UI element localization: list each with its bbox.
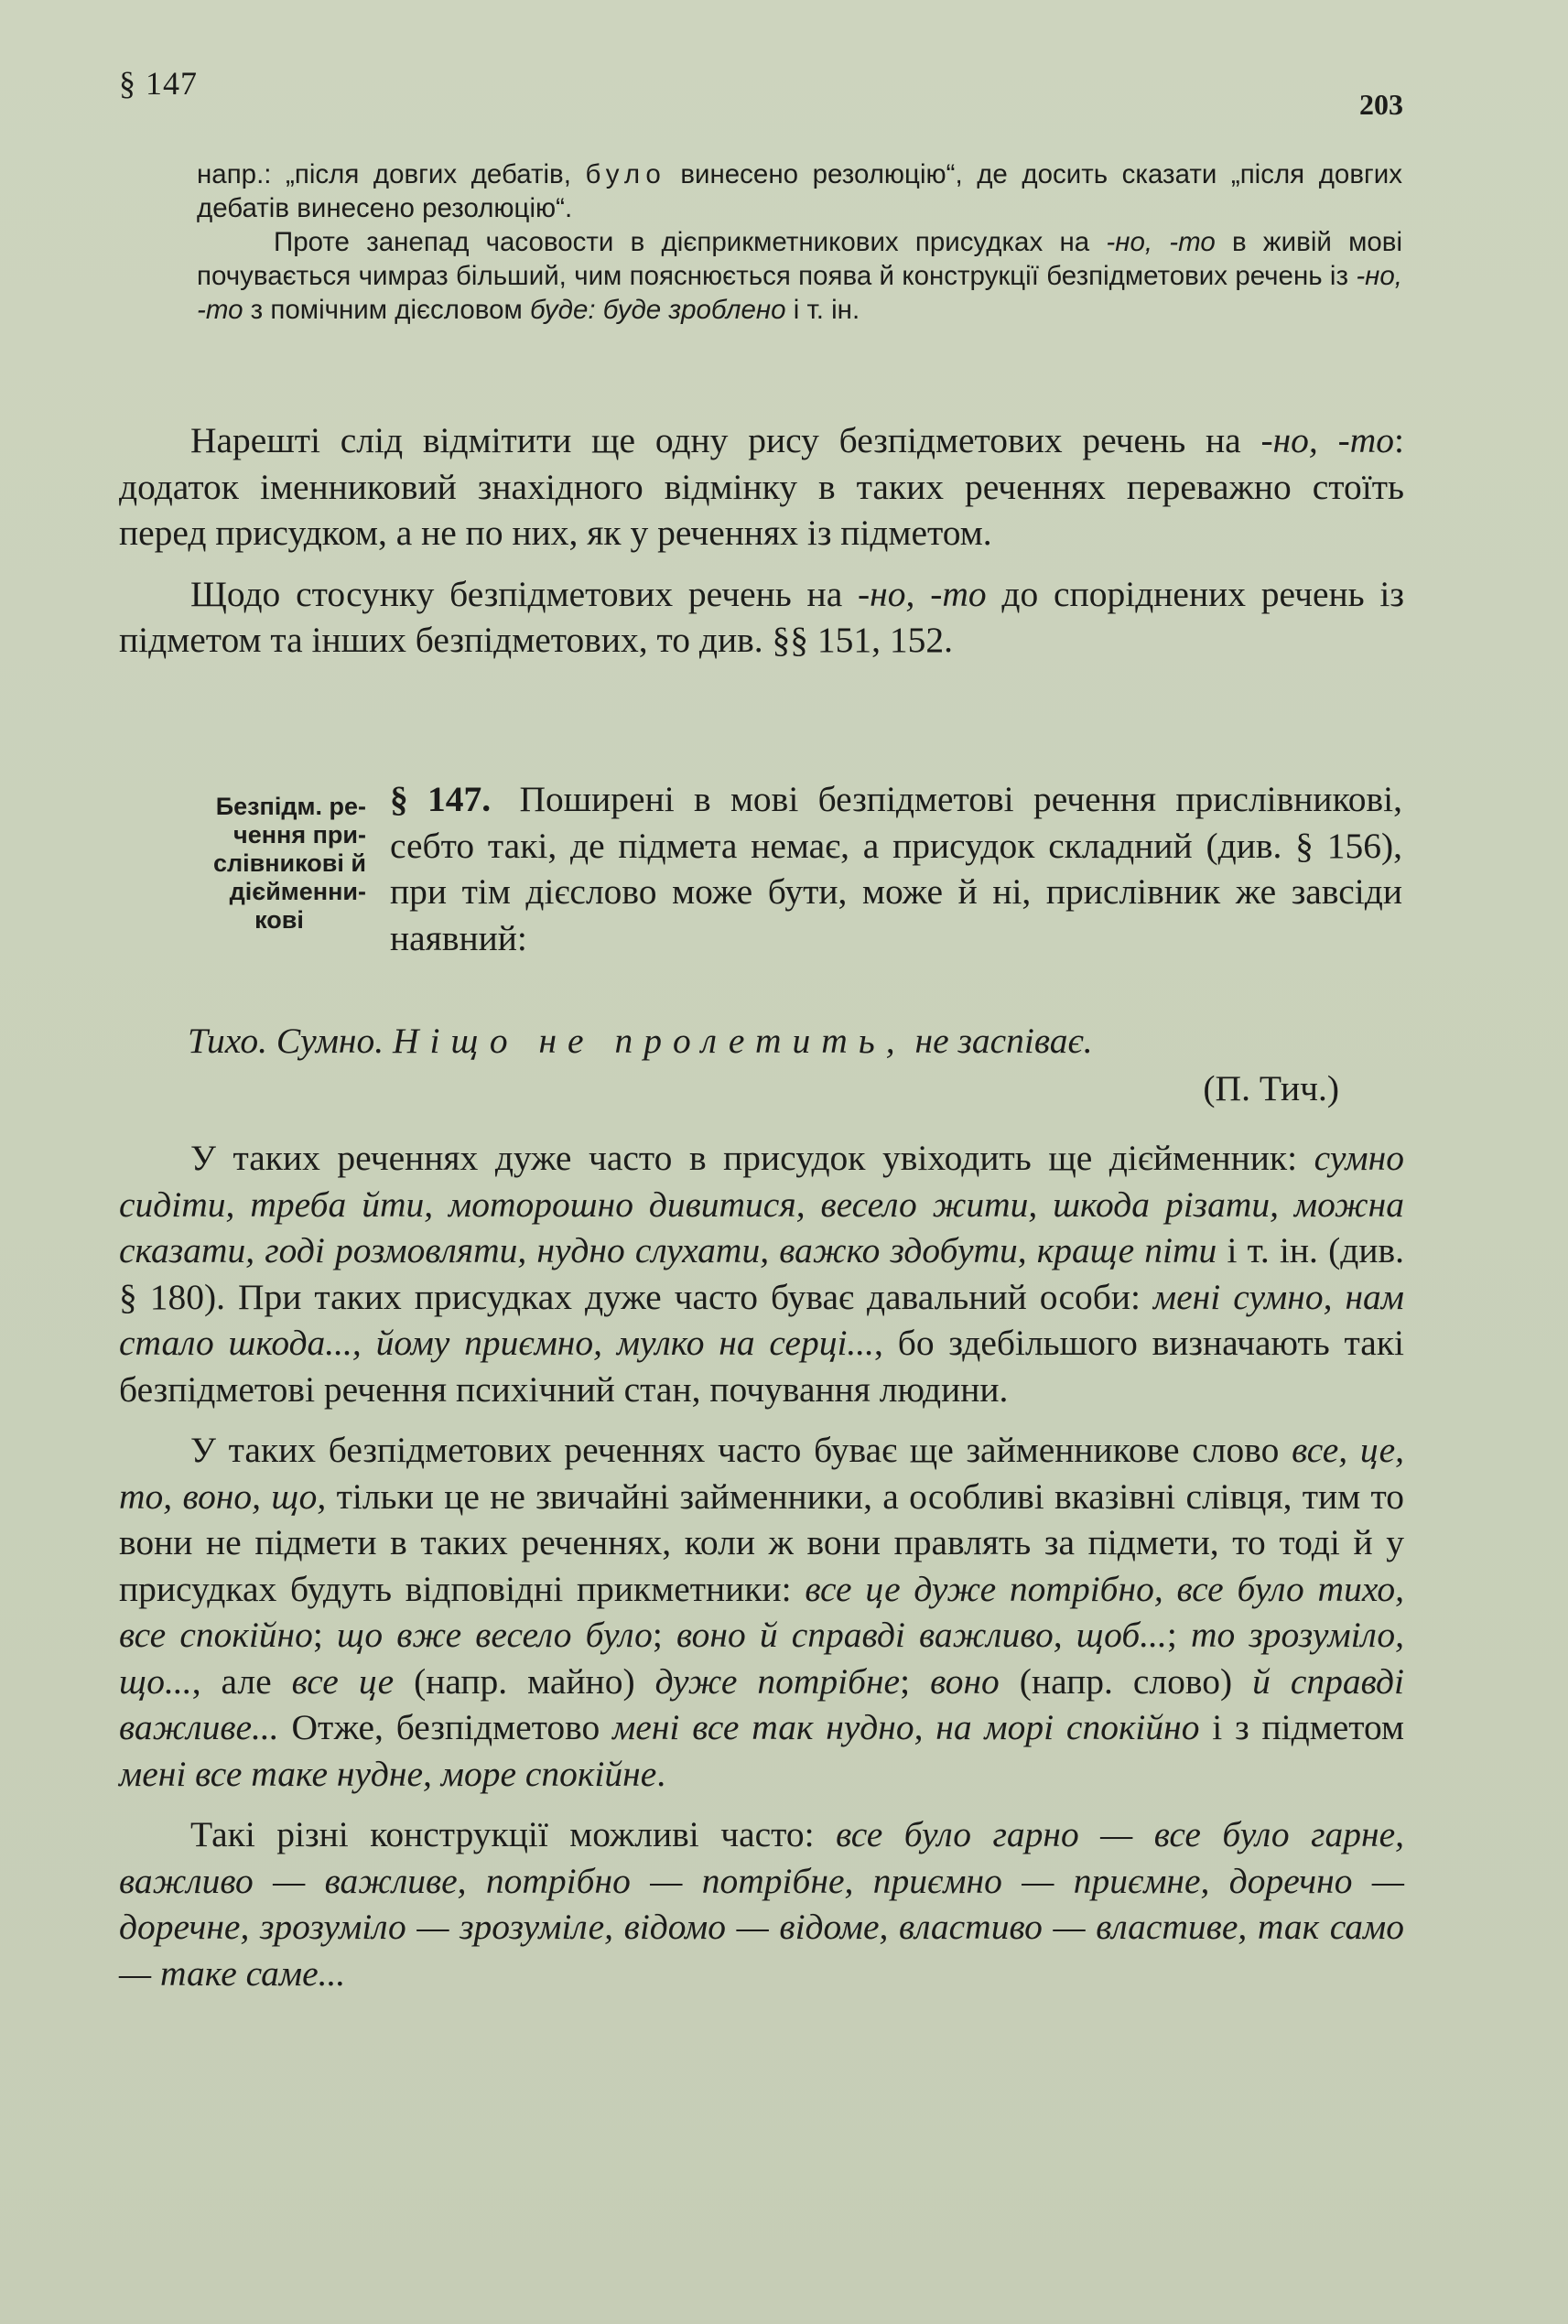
paragraph-constructions: Такі різні конструкції можливі часто: все було гарно — все було гарне, важливо — важливе, потрібно — потрібне, приємно — приємне, доречно — доречне, зрозуміло — зрозуміле, відомо — відоме, властиво — властиве, так само — таке саме...: [119, 1814, 1404, 1994]
paragraph-infinitive: У таких реченнях дуже часто в присудок увіходить ще дієйменник: сумно сидіти, треба йти, моторошно дивитися, весело жити, шкода різати, можна сказати, годі розмовляти, нудно слухати, важко здобути, краще піти і т. ін. (див. § 180). При таких присудках дуже часто буває давальний особи: мені сумно, нам стало шкода..., йому приємно, мулко на серці..., бо здебільшого визначають такі безпідметові речення психічний стан, почування людини.: [119, 1138, 1404, 1410]
margin-note: [137, 793, 366, 935]
text-block-upper: [119, 417, 1404, 678]
running-head-section: § 147: [119, 65, 198, 102]
margin-note-line: дієйменни-: [229, 878, 366, 905]
margin-note-line: Безпідм. ре-: [215, 793, 366, 820]
quote-source: (П. Тич.): [1203, 1068, 1339, 1108]
margin-note-line: чення при-: [233, 821, 366, 849]
page-number: 203: [1359, 88, 1403, 121]
example-quote: Тихо. Сумно. Ніщо не пролетить, не заспіває.: [188, 1021, 1093, 1061]
small-print-paragraph-2: Проте занепад часовости в дієприкметникових присудках на -но, -то в живій мові почувається чимраз більший, чим пояснюється поява й конструкції безпідметових речень із -но, -то з помічним дієсловом буде: буде зроблено і т. ін.: [197, 227, 1402, 325]
paragraph-pronoun: У таких безпідметових реченнях часто буває ще займенникове слово все, це, то, воно, що, тільки це не звичайні займенники, а особливі вказівні слівця, тим то вони не підмети в таких реченнях, коли ж вони правлять за підмети, то тоді й у присудках будуть відповідні прикметники: все це дуже потрібно, все було тихо, все спокійно; що вже весело було; воно й справді важливо, щоб...; то зрозуміло, що..., але все це (напр. майно) дуже потрібне; воно (напр. слово) й справді важливе... Отже, безпідметово мені все так нудно, на морі спокійно і з підметом мені все таке нудне, море спокійне.: [119, 1430, 1405, 1794]
section-number: § 147.: [390, 779, 492, 819]
margin-note-line: слівникові й: [212, 849, 366, 877]
section-text: Поширені в мові безпідметові речення прислівникові, себто такі, де підмета немає, а присудок складний (див. § 156), при тім дієслово може бути, може й ні, прислівник же завсіди наявний:: [390, 779, 1402, 958]
paragraph-relation: Щодо стосунку безпідметових речень на -но, -то до споріднених речень із підметом та інших безпідметових, то див. §§ 151, 152.: [119, 573, 1404, 660]
paragraph-finally: Нарешті слід відмітити ще одну рису безпідметових речень на -но, -то: додаток іменниковий знахідного відмінку в таких реченнях переважно стоїть перед присудком, а не по них, як у реченнях із підметом.: [119, 420, 1404, 553]
text-block-lower: [119, 1135, 1404, 2011]
small-print-block: [197, 157, 1402, 327]
small-print-paragraph-1: напр.: „після довгих дебатів, було винесено резолюцію“, де досить сказати „після довгих дебатів винесено резолюцію“.: [197, 159, 1402, 223]
margin-note-line: кові: [254, 906, 304, 934]
section-147-body: [390, 776, 1402, 961]
